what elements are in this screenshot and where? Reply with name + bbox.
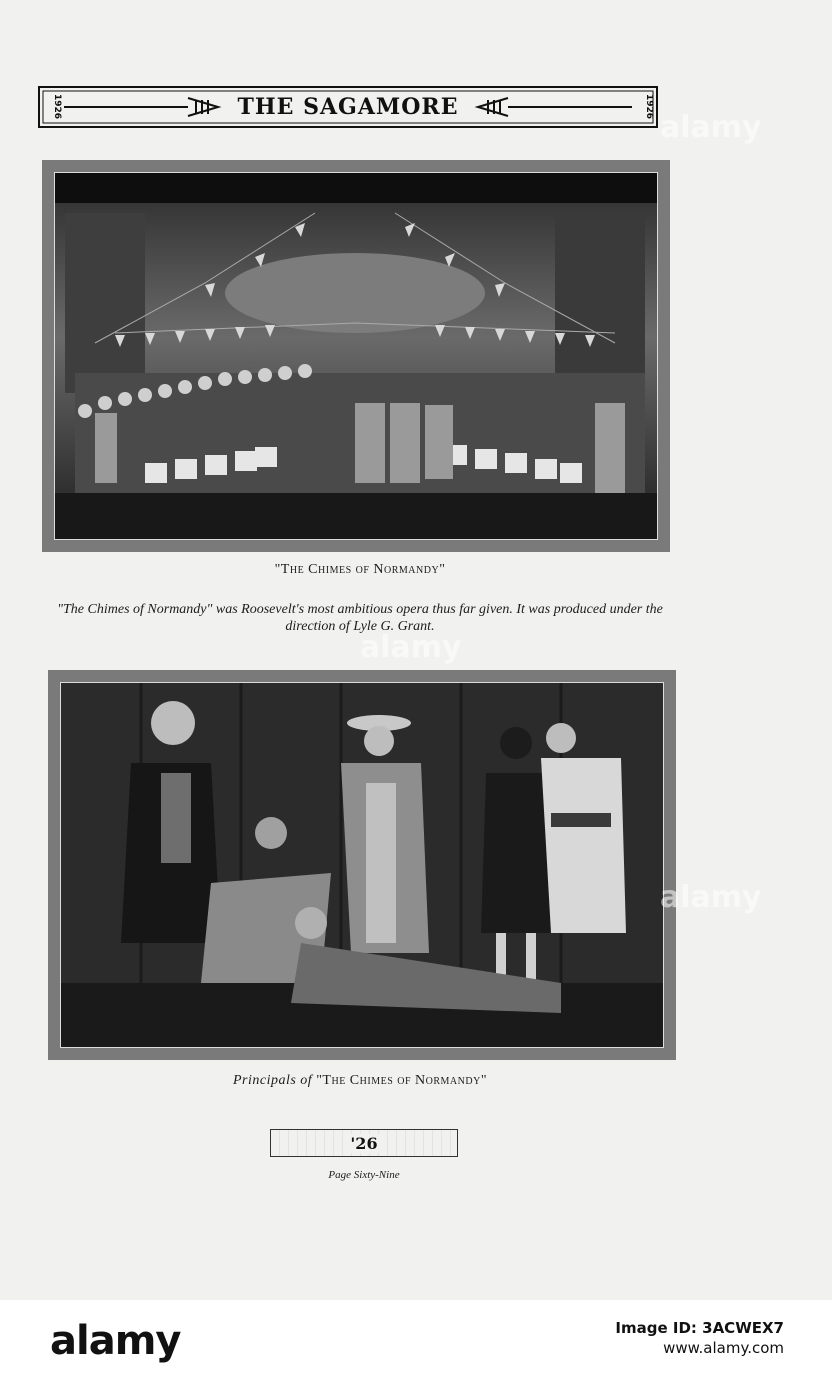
principals-photo-caption: [0, 1073, 720, 1089]
page-number: Page Sixty-Nine: [328, 1169, 400, 1181]
image-id: Image ID: 3ACWEX7: [615, 1319, 784, 1337]
cast-photo-illustration: [55, 173, 657, 539]
image-id-block: [615, 1318, 784, 1358]
cast-photo-frame: [42, 160, 670, 552]
principals-caption-prefix: Principals of: [232, 1073, 313, 1088]
cast-photo: [54, 172, 658, 540]
header-year-left: 1926: [52, 94, 62, 120]
watermark-text-2: alamy: [360, 630, 462, 665]
year-mark: '26: [346, 1134, 381, 1153]
stock-photo-footer: [0, 1300, 832, 1390]
sagamore-header-banner: [38, 86, 658, 128]
principals-caption-title: "The Chimes of Normandy": [316, 1073, 488, 1088]
header-year-right: 1926: [644, 94, 654, 120]
principals-photo: [60, 682, 664, 1048]
cast-photo-caption: "The Chimes of Normandy": [274, 562, 446, 577]
watermark-text: alamy: [660, 110, 762, 145]
header-title: THE SAGAMORE: [234, 94, 463, 120]
year-ornament-box: [270, 1129, 458, 1157]
opera-description: "The Chimes of Normandy" was Roosevelt's most ambitious opera thus far given. It was produced under the direction of Lyle G. Grant.: [57, 602, 663, 634]
site-url[interactable]: www.alamy.com: [663, 1339, 784, 1357]
principals-photo-illustration: [61, 683, 663, 1047]
alamy-logo[interactable]: alamy: [50, 1318, 181, 1364]
principals-photo-frame: [48, 670, 676, 1060]
watermark-text-3: alamy: [660, 880, 762, 915]
